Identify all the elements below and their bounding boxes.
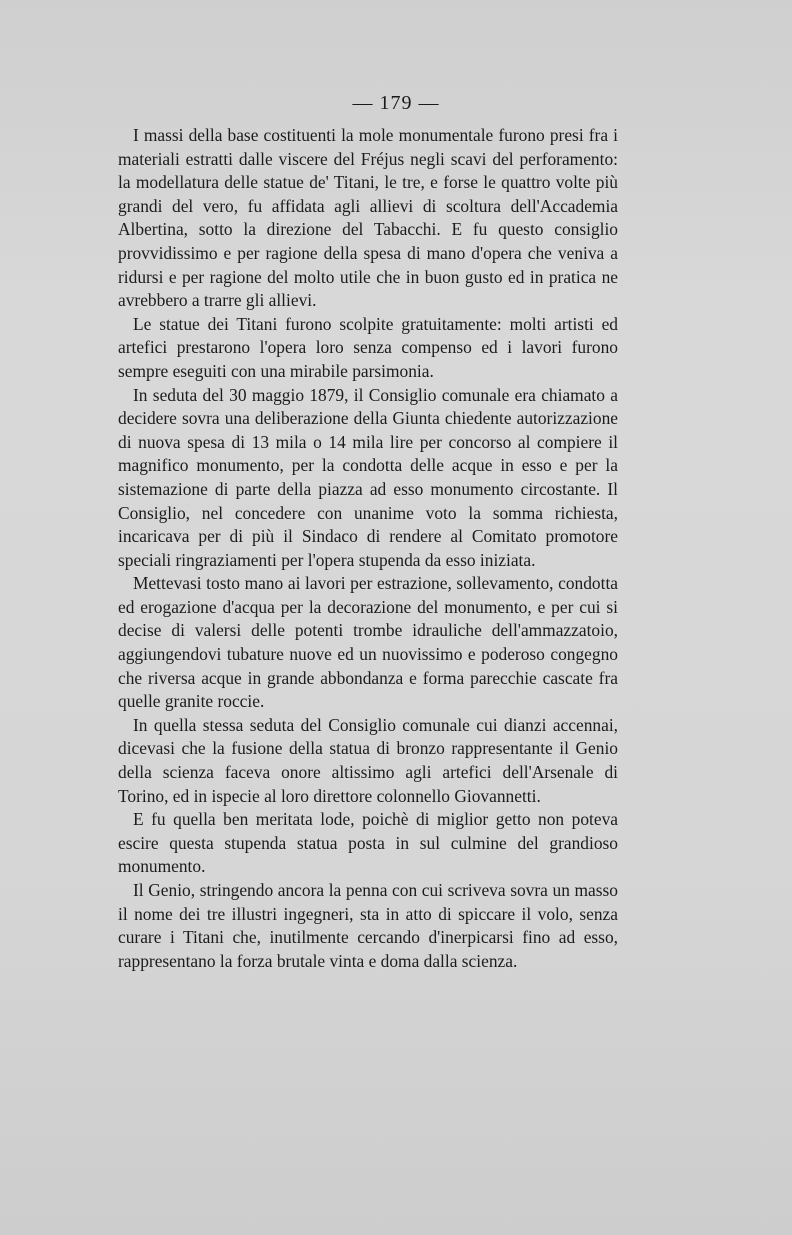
paragraph-5: In quella stessa seduta del Consiglio comunale cui dianzi accennai, dicevasi che la fusione della statua di bronzo rappresentante il Genio della scienza faceva onore altissimo agli artefici dell'Arsenale di Torino, ed in ispecie al loro direttore colonnello Giovannetti. <box>118 714 618 806</box>
paragraph-3: In seduta del 30 maggio 1879, il Consiglio comunale era chiamato a decidere sovra una deliberazione della Giunta chiedente autorizzazione di nuova spesa di 13 mila o 14 mila lire per concorso al compiere il magnifico monumento, per la condotta delle acque in esso e per la sistemazione di parte della piazza ad esso monumento circostante. Il Consiglio, nel concedere con unanime voto la somma richiesta, incaricava per di più il Sindaco di rendere al Comitato promotore speciali ringraziamenti per l'opera stupenda da esso iniziata. <box>118 384 618 570</box>
paragraph-2: Le statue dei Titani furono scolpite gratuitamente: molti artisti ed artefici prestarono l'opera loro senza compenso ed i lavori furono sempre eseguiti con una mirabile parsimonia. <box>118 313 618 381</box>
paragraph-6: E fu quella ben meritata lode, poichè di miglior getto non poteva escire questa stupenda statua posta in sul culmine del grandioso monumento. <box>118 809 618 877</box>
page-number: — 179 — <box>352 92 440 114</box>
paragraph-7: Il Genio, stringendo ancora la penna con cui scriveva sovra un masso il nome dei tre illustri ingegneri, sta in atto di spiccare il volo, senza curare i Titani che, inutilmente cercando d'inerpicarsi fino ad esso, rappresentano la forza brutale vinta e doma dalla scienza. <box>118 880 618 971</box>
paragraph-4: Mettevasi tosto mano ai lavori per estrazione, sollevamento, condotta ed erogazione d'acqua per la decorazione del monumento, e per cui si decise di valersi delle potenti trombe idrauliche dell'ammazzatoio, aggiungendovi tubature nuove ed un nuovissimo e poderoso congegno che riversa acque in grande abbondanza e forma parecchie cascate fra quelle granite roccie. <box>118 573 618 712</box>
body-text <box>118 124 618 973</box>
paragraph-1: I massi della base costituenti la mole monumentale furono presi fra i materiali estratti dalle viscere del Fréjus negli scavi del perforamento: la modellatura delle statue de' Titani, le tre, e forse le quattro volte più grandi del vero, fu affidata agli allievi di scoltura dell'Accademia Albertina, sotto la direzione del Tabacchi. E fu questo consiglio provvidissimo e per ragione della spesa di mano d'opera che veniva a ridursi e per ragione del molto utile che in buon gusto ed in pratica ne avrebbero a trarre gli allievi. <box>118 125 618 311</box>
